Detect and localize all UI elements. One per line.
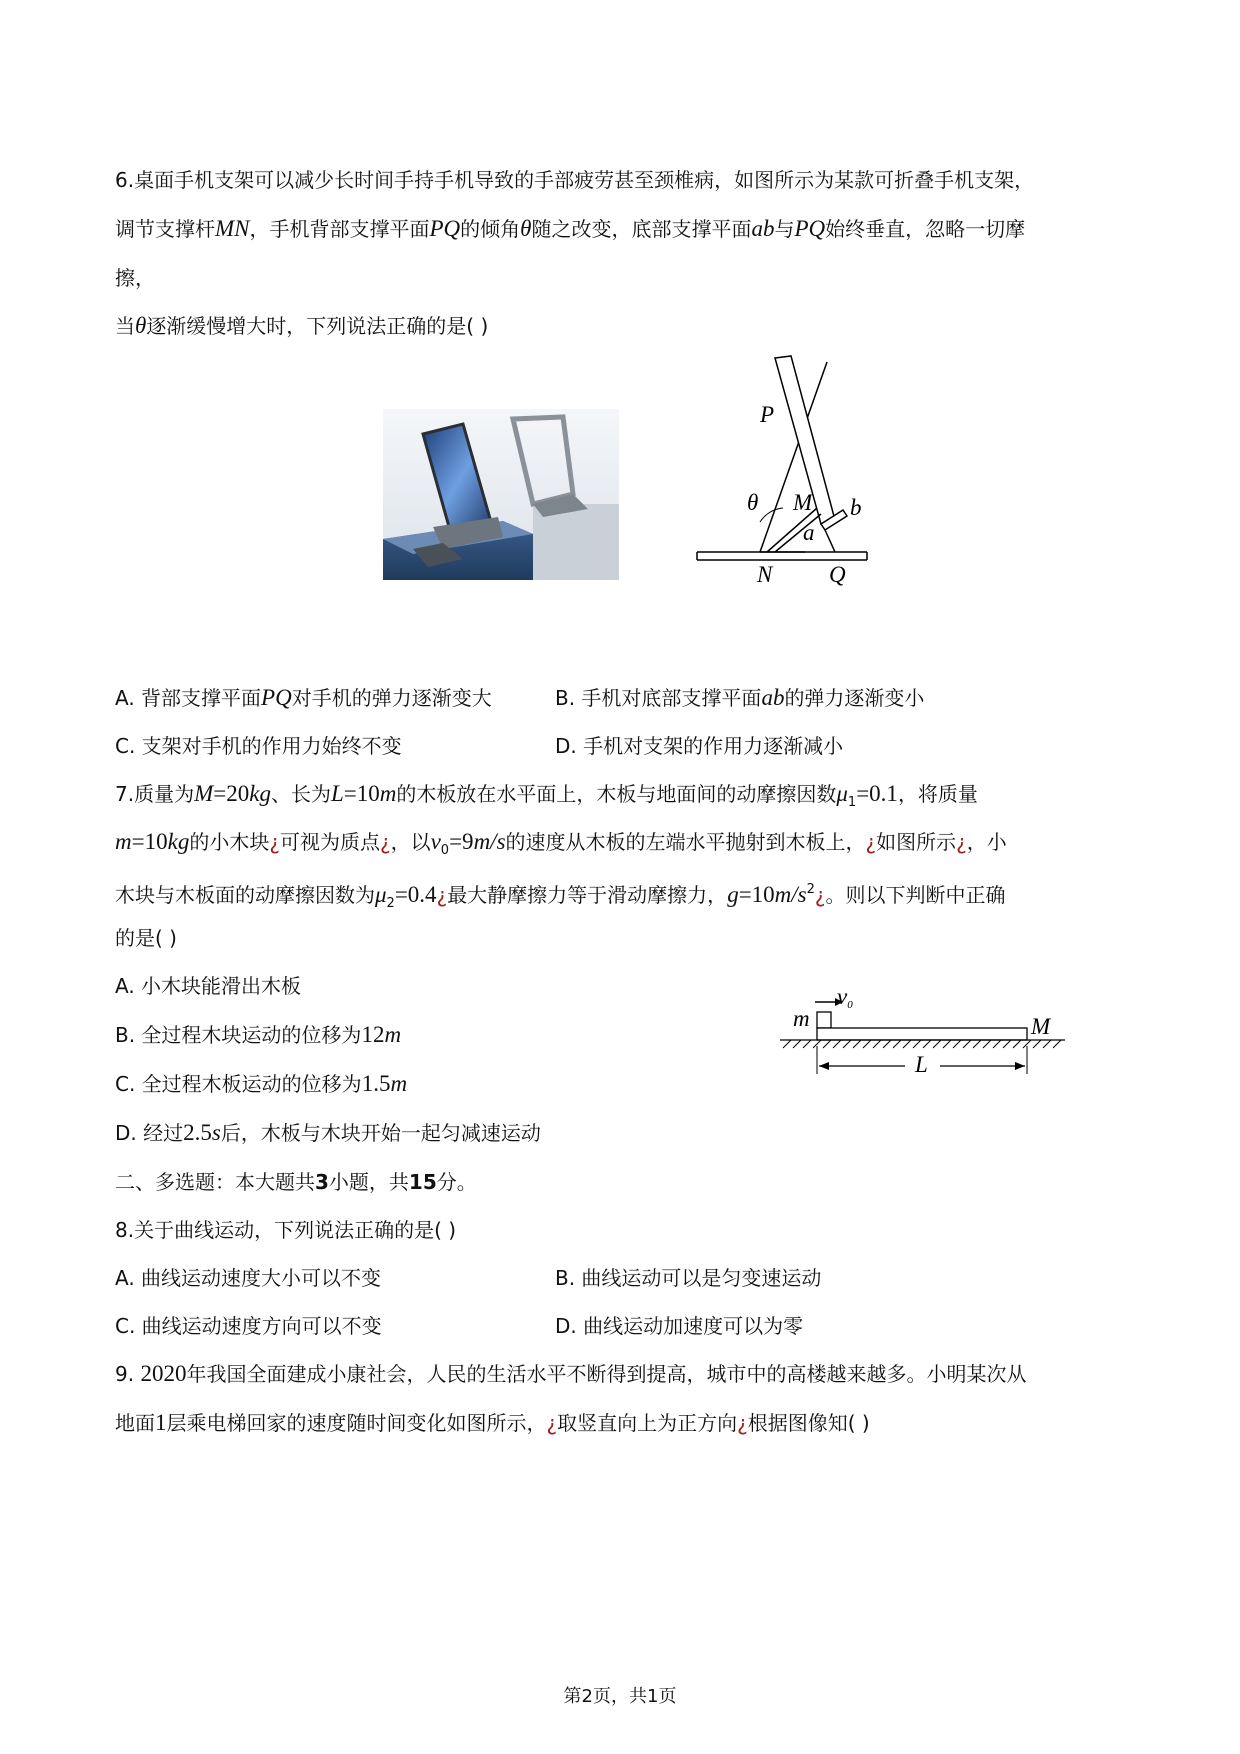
q7-stem-line1: 7.质量为M=20kg、长为L=10m的木板放在水平面上，木板与地面间的动摩擦因数$\mu_1=0.1$，将质量	[115, 781, 978, 810]
q7-stem-line2: m=10kg的小木块¿可视为质点¿，以$v_0=9m/s$的速度从木板的左端水平抛射到木板上，¿如图所示¿，小	[115, 829, 1007, 858]
label-M: M	[1031, 1014, 1051, 1039]
label-L: L	[915, 1052, 928, 1077]
q7-option-c: C. 全过程木板运动的位移为1.5m	[115, 1071, 408, 1096]
q7-stem-line4: 的是( )	[115, 926, 177, 950]
q7-stem-line3: 木块与木板面的动摩擦因数为$\mu_2=0.4¿$最大静摩擦力等于滑动摩擦力，$g=10m/s^2¿$。则以下判断中正确	[115, 882, 1006, 911]
q6-stem-line4: 当θ逐渐缓慢增大时，下列说法正确的是( )	[115, 313, 489, 338]
q8-option-c: C. 曲线运动速度方向可以不变	[115, 1314, 382, 1338]
q9-stem-line1: 9. 2020年我国全面建成小康社会，人民的生活水平不断得到提高，城市中的高楼越来越多。小明某次从	[115, 1361, 1027, 1386]
q6-option-a: A. 背部支撑平面PQ对手机的弹力逐渐变大	[115, 685, 492, 710]
q7-option-a: A. 小木块能滑出木板	[115, 974, 302, 998]
q6-stand-diagram	[695, 350, 870, 590]
phone-stand-photo	[383, 409, 619, 580]
q8-option-a: A. 曲线运动速度大小可以不变	[115, 1266, 382, 1290]
q6-option-b: B. 手机对底部支撑平面ab的弹力逐渐变小	[555, 685, 925, 710]
q6-option-c: C. 支架对手机的作用力始终不变	[115, 734, 402, 758]
label-Q: Q	[829, 562, 846, 587]
label-v0: v0	[837, 990, 853, 1011]
q6-option-d: D. 手机对支架的作用力逐渐减小	[555, 734, 844, 758]
label-a: a	[803, 520, 815, 545]
label-P: P	[760, 402, 775, 427]
q9-stem-line2: 地面1层乘电梯回家的速度随时间变化如图所示，¿取竖直向上为正方向¿根据图像知( )	[115, 1410, 870, 1435]
label-b: b	[850, 495, 862, 520]
q8-option-d: D. 曲线运动加速度可以为零	[555, 1314, 804, 1338]
q7-board-diagram	[775, 990, 1075, 1090]
q7-option-d: D. 经过2.5s后，木板与木块开始一起匀减速运动	[115, 1120, 541, 1145]
label-M: M	[793, 490, 813, 515]
q7-option-b: B. 全过程木块运动的位移为12m	[115, 1022, 402, 1047]
label-m: m	[793, 1006, 810, 1031]
q6-stem-line3: 擦，	[115, 266, 155, 290]
q8-option-b: B. 曲线运动可以是匀变速运动	[555, 1266, 822, 1290]
q8-stem: 8.关于曲线运动，下列说法正确的是( )	[115, 1218, 457, 1242]
q6-stem-line1: 6.桌面手机支架可以减少长时间手持手机导致的手部疲劳甚至颈椎病，如图所示为某款可折叠手机支架，	[115, 168, 1035, 192]
page-footer: 第2页，共1页	[563, 1686, 677, 1707]
q6-stem-line2: 调节支撑杆MN，手机背部支撑平面PQ的倾角θ随之改变，底部支撑平面ab与PQ始终垂直，忽略一切摩	[115, 216, 1026, 241]
label-theta: θ	[747, 490, 759, 515]
section-multi-choice-heading: 二、多选题：本大题共3小题，共15分。	[115, 1170, 477, 1194]
label-N: N	[757, 562, 773, 587]
